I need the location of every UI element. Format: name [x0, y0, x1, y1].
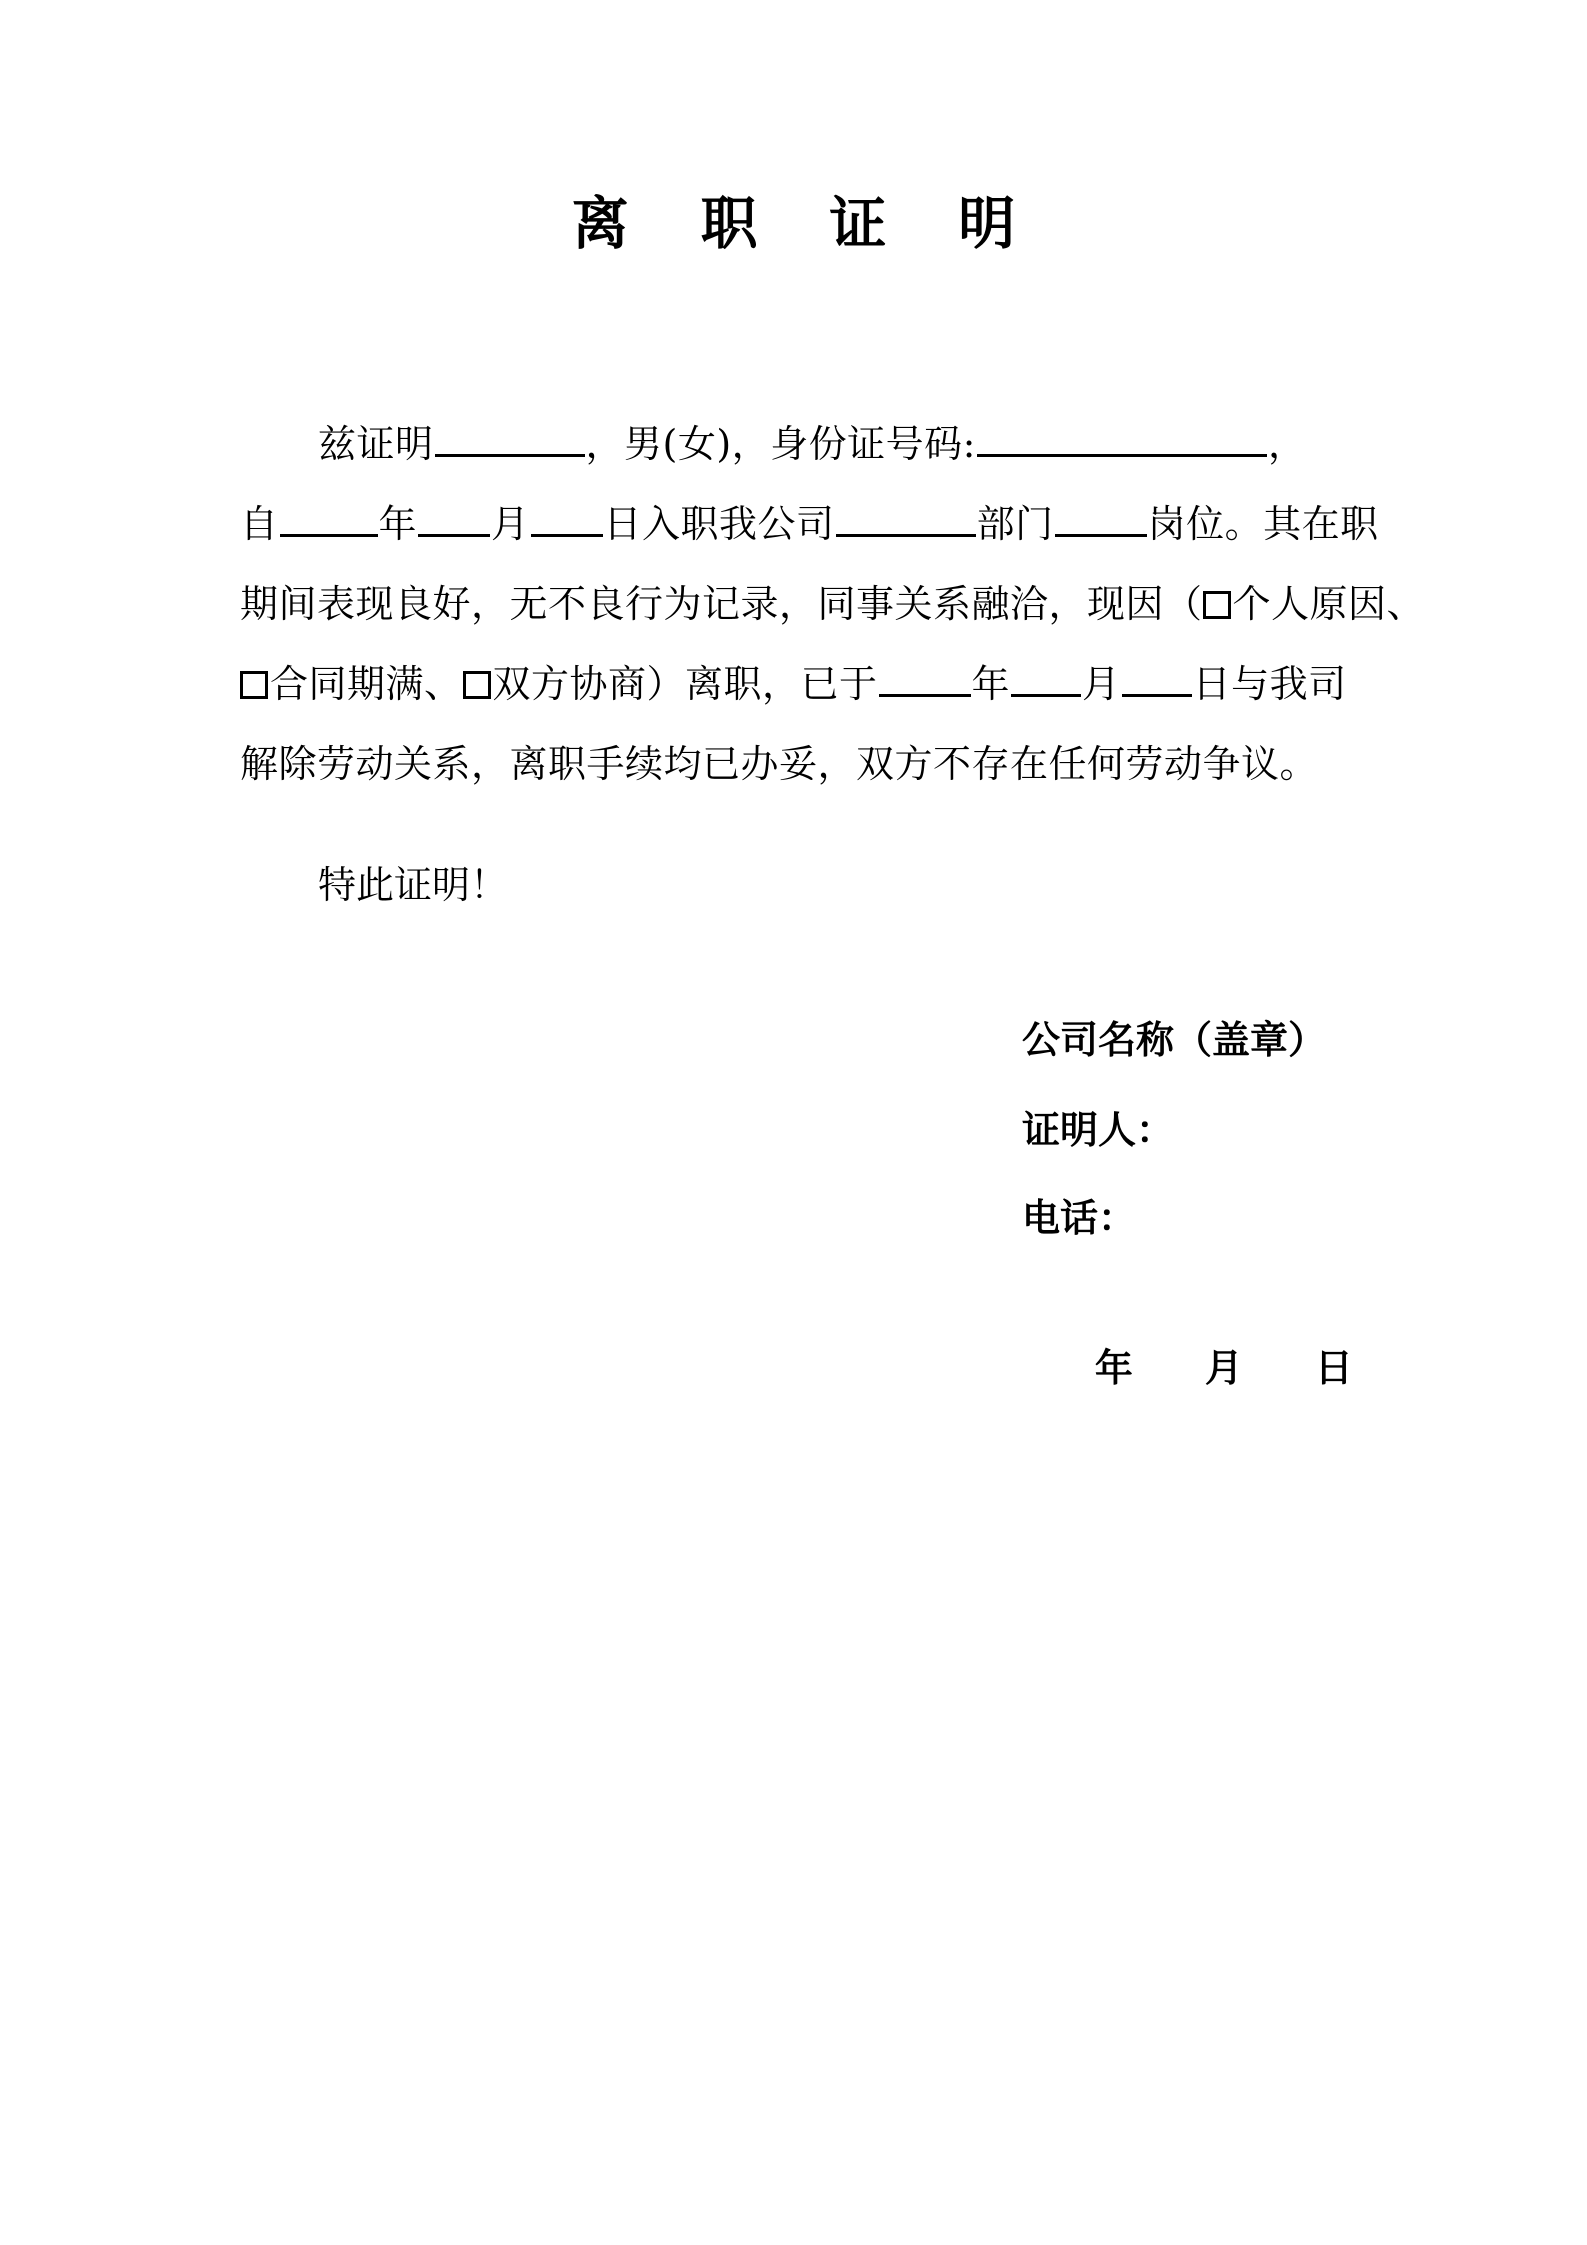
employee-name-blank[interactable] [435, 420, 585, 457]
checkbox-personal-reason-icon[interactable] [1203, 591, 1231, 619]
conduct-statement-label: 期间表现良好，无不良行为记录，同事关系融洽，现因（ [240, 582, 1203, 626]
mutual-agreement-label: 双方协商）离职，已于 [492, 662, 878, 706]
joined-company-label: 日入职我公司 [603, 502, 835, 546]
leave-year-blank[interactable] [879, 660, 971, 697]
contract-expiry-label: 合同期满、 [270, 662, 463, 706]
signature-spacer [1022, 1082, 1472, 1090]
position-label: 岗位。其在职 [1147, 502, 1379, 546]
personal-reason-label: 个人原因、 [1232, 582, 1426, 626]
hire-day-blank[interactable] [531, 500, 603, 537]
date-day-label: 日 [1314, 1345, 1353, 1390]
leave-month-blank[interactable] [1011, 660, 1081, 697]
body-line-2 [240, 484, 1379, 564]
signature-spacer-2 [1022, 1170, 1472, 1178]
phone-label: 电话： [1022, 1195, 1137, 1240]
document-body [240, 404, 1426, 804]
position-blank[interactable] [1055, 500, 1147, 537]
id-number-blank[interactable] [977, 420, 1267, 457]
from-label: 自 [240, 502, 279, 546]
body-line-1 [240, 404, 1350, 484]
closing-statement: 特此证明！ [318, 863, 509, 907]
line1-trailing-comma: ， [1267, 422, 1307, 466]
certify-prefix-label: 兹证明 [318, 422, 434, 466]
hire-year-blank[interactable] [280, 500, 378, 537]
body-line-4 [240, 644, 1350, 724]
gender-id-label: ，男(女)，身份证号码: [585, 422, 976, 466]
date-year-label: 年 [1094, 1345, 1133, 1390]
certifier-label: 证明人： [1022, 1107, 1175, 1152]
hire-month-blank[interactable] [418, 500, 490, 537]
year-label-leave: 年 [971, 662, 1011, 706]
company-name-seal-label: 公司名称（盖章） [1022, 1017, 1327, 1062]
month-label-hire: 月 [491, 502, 530, 546]
checkbox-mutual-agreement-icon[interactable] [463, 671, 491, 699]
month-label-leave: 月 [1082, 662, 1121, 706]
body-line-3 [240, 564, 1426, 644]
page-title: 离 职 证 明 [571, 190, 1042, 257]
department-label: 部门 [976, 502, 1054, 546]
year-label-hire: 年 [378, 502, 418, 546]
termination-statement-label: 解除劳动关系，离职手续均已办妥，双方不存在任何劳动争议。 [240, 742, 1319, 786]
body-line-5 [240, 724, 1350, 804]
date-month-label: 月 [1204, 1345, 1243, 1390]
leave-day-blank[interactable] [1122, 660, 1192, 697]
signature-date-line [1042, 1248, 1353, 1488]
checkbox-contract-expiry-icon[interactable] [240, 671, 268, 699]
leave-day-label: 日与我司 [1192, 662, 1347, 706]
department-blank[interactable] [836, 500, 976, 537]
signature-block [1022, 1000, 1472, 1258]
